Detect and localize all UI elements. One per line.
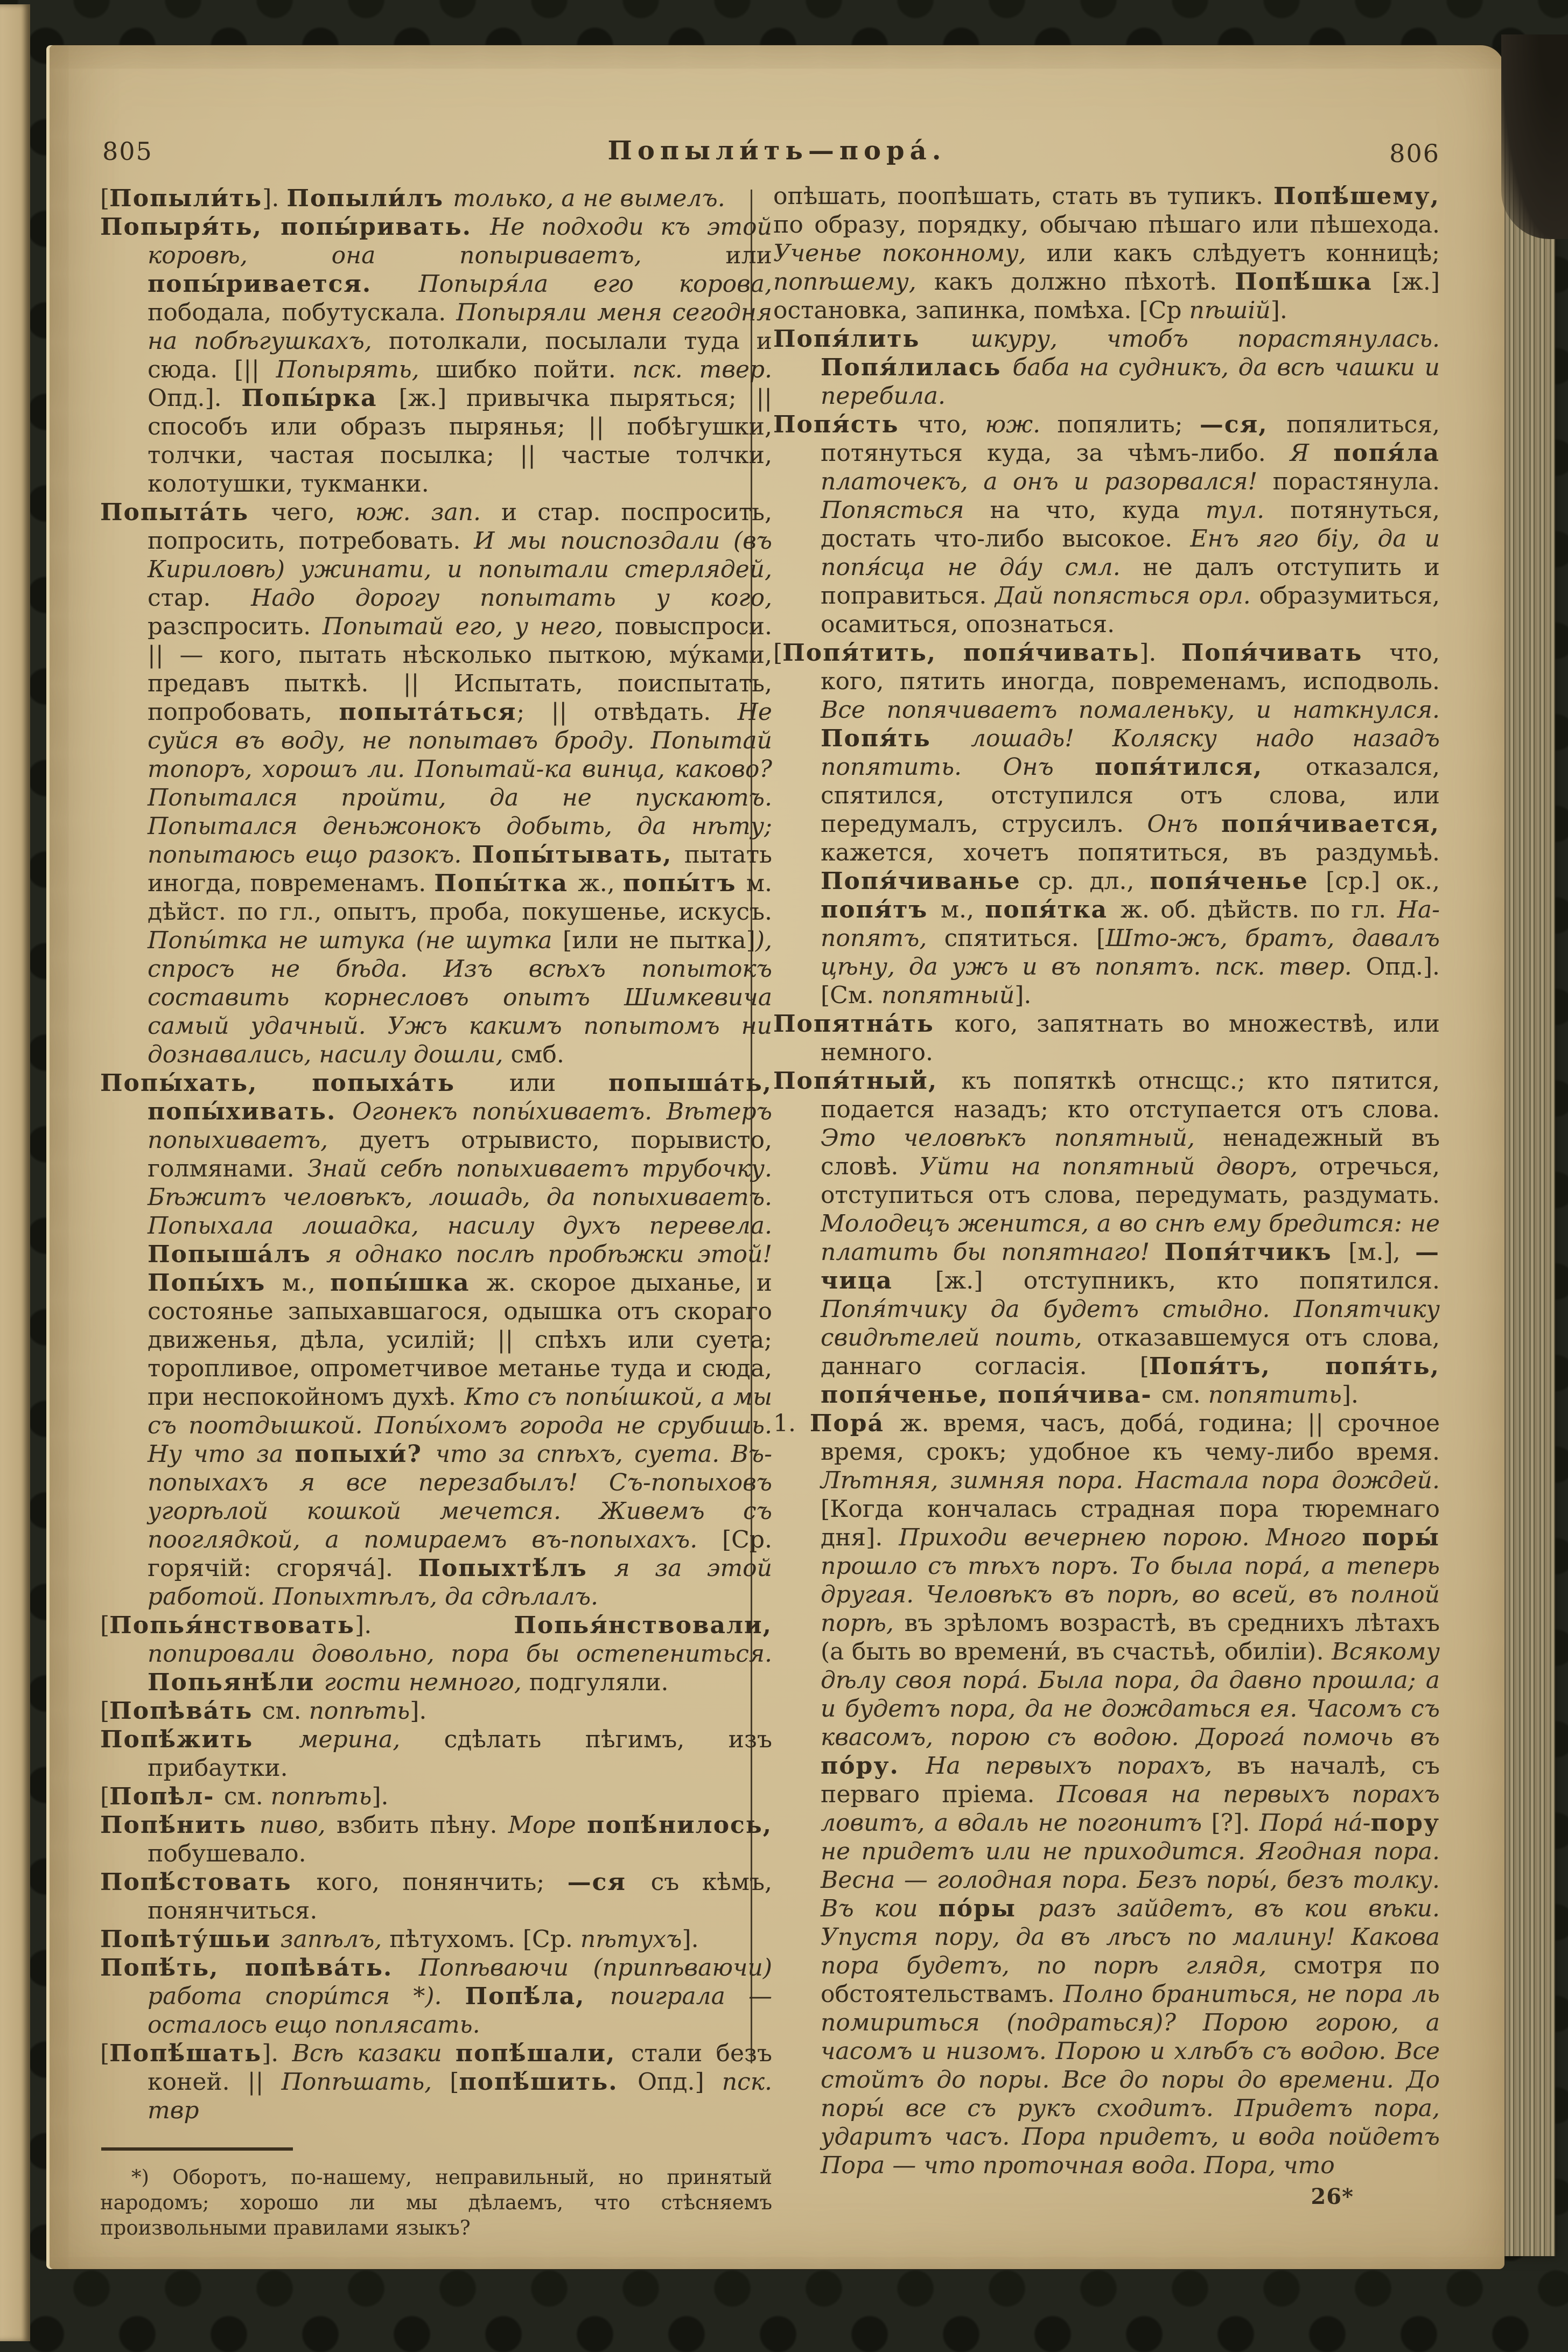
text-run: образумиться, осамиться, опознаться. <box>821 582 1440 638</box>
text-run: къ попяткѣ отнсщс.; кто пятится, подается назадъ; кто отступается отъ слова. <box>821 1067 1440 1123</box>
text-run: побушевало. <box>148 1840 306 1867</box>
text-run: см. <box>1161 1381 1208 1409</box>
text-run: Попыша́лъ <box>148 1241 326 1268</box>
text-run: попя́тился, <box>1095 753 1306 781</box>
text-run: [ <box>100 1612 110 1639</box>
text-run: Попя́тчику да будетъ стыдно. Попятчику свидѣтелей поить, <box>821 1296 1440 1352</box>
text-run: [ <box>100 2040 110 2067</box>
text-run: Попѣл- <box>109 1783 224 1810</box>
text-run: ]. <box>355 1612 514 1639</box>
text-run: Море <box>508 1811 587 1839</box>
text-run: попялиться, потянуться куда, за чѣмъ-либо. <box>821 411 1440 467</box>
text-run: [ж.] остановка, запинка, помѣха. [Ср <box>773 268 1440 324</box>
text-run: Попы́хать, попыха́ть <box>100 1069 509 1097</box>
text-run: опѣшать, поопѣшать, стать въ тупикъ. <box>773 183 1273 210</box>
text-run: [м.], <box>1348 1238 1416 1266</box>
dictionary-entry <box>773 410 1440 639</box>
text-run: Опд.] <box>637 2068 722 2096</box>
text-run: 1. <box>773 1410 810 1437</box>
text-run: Попѣ́нить <box>100 1811 260 1839</box>
text-run: Это человѣкъ попятный, <box>821 1124 1223 1152</box>
dictionary-entry <box>773 1409 1440 2180</box>
text-run: попѣть <box>309 1697 410 1725</box>
text-run: Всякому дѣлу своя пора́. Была пора, да давно прошла; а и будетъ пора, да не дождаться ея. Часомъ съ квасомъ, порою съ водою. Дорога́ помочь въ <box>821 1638 1440 1751</box>
text-run: Попя́тить, попя́чивать <box>782 639 1140 667</box>
text-run: что, <box>918 411 985 438</box>
dictionary-entry <box>100 1925 772 1954</box>
text-run: или какъ слѣдуетъ конницѣ; <box>1046 240 1440 267</box>
text-run: попы́шка <box>330 1269 486 1297</box>
text-run: Опд.]. <box>148 384 242 412</box>
footnote-text <box>100 2165 772 2241</box>
text-run: [Когда кончалась страдная пора тюремнаго дня]. <box>821 1495 1440 1551</box>
text-run: Енъ яго біу, да и попя́сца не да́у смл. <box>821 525 1440 581</box>
text-run: пск. твер. <box>632 356 773 383</box>
text-run: Попырять, <box>276 356 436 383</box>
text-run: Попыряли меня сегодня на побѣгушкахъ, <box>148 299 772 355</box>
text-run: ]. <box>262 2040 292 2067</box>
text-run: [или не пытка] <box>563 927 755 954</box>
text-run: попыша́ть, попы́хивать. <box>148 1069 772 1125</box>
text-run: потолкали, посылали туда и сюда. [|| <box>148 327 772 383</box>
dictionary-entry <box>100 184 772 213</box>
text-run: отречься, отступиться отъ слова, передумать, раздумать. <box>821 1153 1440 1209</box>
text-run: ; || отвѣдать. <box>516 698 738 726</box>
text-run: Попы́тка <box>434 870 578 897</box>
text-run: м., <box>282 1269 331 1297</box>
text-run: пытать иногда, повременамъ. <box>148 841 773 897</box>
text-run: Попѣ́ть, попѣва́ть. <box>100 1954 419 1982</box>
text-run: попѣть <box>270 1783 372 1810</box>
text-run: ж., <box>578 870 623 897</box>
text-run: въ зрѣломъ возрастѣ, въ среднихъ лѣтахъ (а быть во времени́, въ счастьѣ, обиліи). <box>821 1609 1440 1665</box>
text-run: или <box>725 242 772 269</box>
text-run: Попья́нствовали, <box>514 1612 772 1639</box>
text-run: шкуру, чтобъ порастянулась. <box>970 325 1440 353</box>
text-run: ненадежный въ словѣ. <box>821 1124 1440 1180</box>
text-run: м. дѣйст. по гл., опытъ, проба, покушенье, искусъ. <box>148 870 772 926</box>
text-run: отказавшемуся отъ слова, даннаго согласія. [ <box>821 1324 1440 1380</box>
text-run: какъ должно пѣхотѣ. <box>934 268 1235 296</box>
dictionary-entry <box>100 1725 772 1782</box>
text-run: ж. время, часъ, доба́, година; || срочное время, срокъ; удобное къ чему-либо время. <box>821 1410 1440 1466</box>
text-run: ж. об. дѣйств. по гл. <box>1120 896 1397 923</box>
text-run: Попыта́ть <box>100 499 271 526</box>
printer-signature-mark: 26* <box>1311 2184 1354 2209</box>
text-run: пиво, <box>259 1811 337 1839</box>
text-run: Попѣваючи (припѣваючи) работа спори́тся *). <box>148 1954 772 2010</box>
text-run: Ученье поконному, <box>773 240 1047 267</box>
text-run: повыспроси. || — кого, пытать нѣсколько пыткою, му́ками, предавъ пыткѣ. || Испытать, поиспытать, попробовать, <box>148 613 772 726</box>
text-run: —чица <box>821 1238 1440 1294</box>
text-run: [ср.] ок., <box>1326 867 1440 895</box>
text-run: попя́чивается, <box>1221 810 1440 838</box>
text-run: *) Оборотъ, по-нашему, неправильный, но принятый народомъ; хорошо ли мы дѣлаемъ, что стѣсняемъ произвольными правилами языкъ? <box>100 2166 772 2239</box>
text-run: спятиться. [ <box>944 925 1106 952</box>
text-run: лошадь! Коляску надо назадъ попятить. Онъ <box>821 725 1440 781</box>
left-column-entries <box>100 184 772 2125</box>
text-run: Попясться <box>821 496 990 524</box>
text-run: въ началѣ, съ перваго пріема. <box>821 1752 1440 1808</box>
text-run: Огонекъ попы́хиваетъ. Вѣтеръ попыхиваетъ, <box>148 1098 772 1154</box>
text-run: Попѣту́шьи <box>100 1926 281 1953</box>
text-run: Попѣ́стовать <box>100 1868 317 1896</box>
dictionary-entry <box>100 1069 772 1611</box>
text-run: Дай попясться орл. <box>995 582 1259 610</box>
text-run: Попы́хъ <box>148 1269 282 1297</box>
text-run: попировали довольно, пора бы остепениться. <box>148 1640 772 1668</box>
text-run: попялить; <box>1057 411 1200 438</box>
text-run: ср. дл., <box>1038 867 1150 895</box>
text-run: сдѣлать пѣгимъ, изъ прибаутки. <box>148 1726 772 1782</box>
text-run: Попя́ть <box>821 725 971 752</box>
text-run: пск. твр <box>148 2068 772 2124</box>
text-run: попѣ́шали, <box>455 2040 631 2067</box>
text-run: Попѣва́ть <box>109 1697 262 1725</box>
text-run: Не суйся въ воду, не попытавъ броду. Попытай топоръ, хорошъ ли. Попытай-ка винца, каково? Попытался пройти, да не пускаютъ. Попытался деньжонокъ добыть, да нѣту; попытаюсь ещо разокъ. <box>148 698 772 869</box>
dictionary-entry <box>100 1868 772 1925</box>
text-run: гости немного, <box>324 1669 529 1696</box>
text-run: запѣлъ, <box>280 1926 390 1953</box>
text-run: Не подходи къ этой коровѣ, она попыриваетъ, <box>148 213 772 269</box>
text-run: Попя́сть <box>773 411 918 438</box>
text-run: Попѣшать, <box>281 2068 450 2096</box>
text-run: ж. скорое дыханье, и состоянье запыхавшагося, одышка отъ скораго движенья, дѣла, усилій; || спѣхъ или суета; торопливое, опрометчивое метанье туда и сюда, при неспокойномъ духѣ. <box>148 1269 773 1411</box>
text-run: взбить пѣну. <box>337 1811 508 1839</box>
text-run: Знай себѣ попыхиваетъ трубочку. Бѣжитъ человѣкъ, лошадь, да попыхиваетъ. Попыхала лошадка, насилу духъ перевела. <box>148 1155 772 1240</box>
text-run: Кто съ попы́шкой, а мы съ поотдышкой. Попы́хомъ города не срубишь. Ну что за <box>148 1383 772 1468</box>
text-run: Попя́чиванье <box>821 867 1038 895</box>
text-run: ]. <box>410 1697 427 1725</box>
dictionary-entry <box>100 498 772 1069</box>
text-run: платочекъ, а онъ и разорвался! <box>821 468 1273 495</box>
dictionary-entry <box>773 1010 1440 1067</box>
text-run: юж. <box>985 411 1058 438</box>
text-run: по́ру. <box>821 1752 926 1780</box>
text-run: Попя́тный, <box>773 1067 962 1095</box>
text-run: попя́ченье <box>1150 867 1326 895</box>
text-run: Я <box>1290 439 1334 467</box>
text-run: Псовая на первыхъ порахъ ловитъ, а вдаль не погонитъ <box>821 1781 1440 1837</box>
text-run: Попѣ́шему, <box>1273 183 1440 210</box>
text-run: подгуляли. <box>529 1669 669 1696</box>
text-run: только, а не вымелъ. <box>453 185 725 212</box>
text-run: —ся, <box>1199 411 1287 438</box>
text-run: пору <box>1370 1809 1440 1837</box>
text-run: не придетъ или не приходится. Ягодная пора. Весна — голодная пора. Безъ поры́, безъ толку. Въ кои <box>821 1838 1440 1922</box>
text-run: кого, понянчить; <box>316 1868 568 1896</box>
text-run: ]. <box>1139 639 1181 667</box>
text-run: смотря по обстоятельствамъ. <box>821 1952 1440 2008</box>
dictionary-entry <box>100 1782 772 1811</box>
text-run: Попыли́лъ <box>286 185 453 212</box>
text-run: попя́ла <box>1333 439 1440 467</box>
text-run: Попѣ́шка <box>1235 268 1392 296</box>
page-stack-edge <box>1496 59 1555 2256</box>
text-run: что за спѣхъ, суета. Въ-попыхахъ я все перезабылъ! Съ-попыховъ угорѣлой кошкой мечется. Живемъ съ пооглядкой, а помираемъ въ-попыхахъ. <box>148 1440 772 1553</box>
text-run: На первыхъ порахъ, <box>926 1752 1237 1780</box>
text-run: Попя́тъ, попя́ть, попя́ченье, попя́чива- <box>821 1353 1440 1409</box>
text-run: съ кѣмъ, понянчиться. <box>148 1868 772 1924</box>
text-run: шибко пойти. <box>436 356 633 383</box>
dictionary-entry <box>773 325 1440 410</box>
dictionary-entry <box>773 1067 1440 1409</box>
text-run: Опд.]. [См. <box>821 953 1440 1009</box>
text-run: Попѣ́ла, <box>465 1983 610 2010</box>
text-run: попы́ривается. <box>148 270 419 298</box>
page-title: Попыли́ть—пора́. <box>607 136 947 166</box>
previous-page-edge <box>0 4 30 2341</box>
text-run: Попы́тка не штука (не шутка <box>148 927 563 954</box>
text-run: На-попятъ, <box>821 896 1440 952</box>
text-run: [ж.] отступникъ, кто попятился. <box>935 1267 1440 1294</box>
text-run: разъ зайдетъ, въ кои вѣки. Упустя пору, да въ лѣсъ по малину! Какова пора будетъ, по порѣ глядя, <box>821 1895 1440 1979</box>
text-run: [ <box>450 2068 459 2096</box>
text-run: Попы́рка <box>241 384 399 412</box>
page-number-right: 806 <box>1389 139 1440 168</box>
text-run: Лѣтняя, зимняя пора. Настала пора дождей. <box>821 1467 1440 1494</box>
text-run: дуетъ отрывисто, порывисто, голмянами. <box>148 1126 773 1182</box>
text-run: поры́ <box>1362 1524 1440 1551</box>
text-run: попятный <box>881 982 1015 1009</box>
dictionary-entry <box>773 639 1440 1010</box>
text-run: кажется, хочетъ попятиться, въ раздумьѣ. <box>821 839 1440 866</box>
text-run: разспросить. <box>148 613 323 640</box>
text-run: кого, запятнать во множествѣ, или немного. <box>821 1010 1440 1066</box>
text-run: Што-жъ, братъ, давалъ цѣну, да ужъ и въ попятъ. пск. твер. <box>821 925 1440 981</box>
text-run: И мы поиспоздали (въ Кириловѣ) ужинати, и попытали стерлядей, <box>148 527 773 583</box>
text-run: Уйти на попятный дворъ, <box>919 1153 1319 1180</box>
text-run: попѣ́нилось, <box>587 1811 773 1839</box>
text-run: попыта́ться <box>339 698 517 726</box>
footnote-rule <box>101 2147 293 2151</box>
text-run: [ж.] привычка пыряться; || способъ или образъ пырянья; || побѣгушки, толчки, частая посылка; || частые толчки, колотушки, тукманки. <box>148 384 772 498</box>
text-run: ]. <box>682 1926 699 1953</box>
right-column-entries <box>773 182 1440 2180</box>
text-run: см. <box>262 1697 309 1725</box>
text-run: Попы́тывать, <box>472 841 684 869</box>
text-run: попя́тъ <box>821 896 941 923</box>
text-run: Всѣ казаки <box>292 2040 456 2067</box>
text-run: по образу, порядку, обычаю пѣшаго или пѣшехода. <box>773 211 1440 239</box>
text-run: ]. <box>372 1783 389 1810</box>
text-run: Молодецъ женится, а во снѣ ему бредится: не платить бы попятнаго! <box>821 1210 1440 1266</box>
text-run: юж. зап. <box>355 499 501 526</box>
text-run: попѣ́шить. <box>459 2068 638 2096</box>
dictionary-entry <box>100 1811 772 1868</box>
text-run: смб. <box>510 1041 564 1068</box>
text-run: Попятна́ть <box>773 1010 955 1038</box>
text-run: стали безъ коней. || <box>148 2040 772 2096</box>
text-run: отказался, спятился, отступился отъ слова, или передумалъ, струсилъ. <box>821 753 1440 838</box>
text-run: баба на судникъ, да всѣ чашки и перебила. <box>821 354 1440 410</box>
left-column <box>100 184 772 2241</box>
mat-fold-shadow <box>1501 34 1568 239</box>
text-run: Попя́чивать <box>1181 639 1390 667</box>
dictionary-entry <box>100 2039 772 2125</box>
text-run: Попя́лилась <box>821 354 1013 381</box>
text-run: по́ры <box>938 1895 1039 1922</box>
text-run: Попѣ́жить <box>100 1726 299 1753</box>
text-run: что, кого, пятить иногда, повременамъ, исподволь. <box>821 639 1440 695</box>
text-run: попятить <box>1208 1381 1342 1409</box>
text-run: м., <box>940 896 985 923</box>
text-run: пѣтухомъ. [Ср. <box>389 1926 580 1953</box>
text-run: Попя́лить <box>773 325 971 353</box>
text-run: [ <box>100 1783 110 1810</box>
text-run: Пора́ на́- <box>1259 1809 1371 1837</box>
text-run: не далъ отступить и поправиться. <box>821 554 1440 610</box>
right-column <box>773 182 1440 2209</box>
text-run: попы́тъ <box>622 870 746 897</box>
text-run: мерина, <box>298 1726 444 1753</box>
text-run: Попыли́ть <box>109 185 263 212</box>
text-run: я однако послѣ пробѣжки этой! <box>326 1241 772 1268</box>
text-run: Попья́нствовать <box>109 1612 355 1639</box>
text-run: ]. <box>1270 297 1287 324</box>
text-run: —ся <box>567 1868 651 1896</box>
text-run: и стар. поспросить, попросить, потребовать. <box>148 499 772 555</box>
dictionary-entry <box>773 182 1440 325</box>
text-run: Попытай его, у него, <box>322 613 615 640</box>
book-page <box>50 45 1504 2269</box>
dictionary-entry <box>100 1611 772 1697</box>
text-run: тул. <box>1205 496 1291 524</box>
text-run: пободала, побутускала. <box>148 299 457 326</box>
dictionary-entry <box>100 213 772 498</box>
text-run: я за этой работой. Попыхтѣлъ, да сдѣлалъ. <box>148 1555 772 1611</box>
text-run: Попѣ́шать <box>109 2040 262 2067</box>
text-run: Попыря́ла его корова, <box>418 270 772 298</box>
text-run: Попьянѣ́ли <box>148 1669 324 1696</box>
text-run: Приходи вечернею порою. Много <box>899 1524 1362 1551</box>
text-run: [Ср. горячій: сгоряча́]. <box>148 1526 772 1582</box>
text-run: ]. <box>1341 1381 1359 1409</box>
text-run: потянуться, достать что-либо высокое. <box>821 496 1440 552</box>
text-run: попѣшему, <box>773 268 934 296</box>
text-run: [?]. <box>1211 1809 1259 1837</box>
text-run: прошло съ тѣхъ поръ. То была пора́, а теперь другая. Человѣкъ въ порѣ, во всей, въ полной порѣ, <box>821 1552 1440 1637</box>
text-run: или <box>509 1069 608 1097</box>
dictionary-entry <box>100 1697 772 1725</box>
text-run: Пора́ <box>809 1410 900 1437</box>
text-run: поиграла — осталось ещо поплясать. <box>148 1983 772 2039</box>
text-run: порастянула. <box>1272 468 1440 495</box>
text-run: пѣтухъ <box>580 1926 682 1953</box>
text-run: [ <box>100 185 110 212</box>
text-run: попыхи́? <box>295 1440 436 1468</box>
text-run: Полно браниться, не пора ль помириться (подраться)? Порою горою, а часомъ и низомъ. Порою и хлѣбъ съ водою. Все стойтъ до поры. Все до поры до времени. До поры́ все съ рукъ сходитъ. Придетъ пора, ударитъ часъ. Пора придетъ, и вода пойдетъ Пора — что проточная вода. Пора, что <box>821 1980 1440 2179</box>
text-run: см. <box>223 1783 271 1810</box>
text-run: ), спросъ не бѣда. Изъ всѣхъ попытокъ составить корнесловъ опытъ Шимкевича самый удачный. Ужъ какимъ попытомъ ни дознавались, насилу дошли, <box>148 927 772 1068</box>
text-run: Попыря́ть, попы́ривать. <box>100 213 491 241</box>
dictionary-entry <box>100 1954 772 2039</box>
page-number-left: 805 <box>102 137 153 166</box>
text-run: пѣшій <box>1189 297 1271 324</box>
text-run: на что, куда <box>990 496 1206 524</box>
text-run: чего, <box>271 499 355 526</box>
text-run: стар. <box>148 584 251 612</box>
text-run: Надо дорогу попытать у кого, <box>251 584 772 612</box>
text-run: [ <box>100 1697 110 1725</box>
text-run: Онъ <box>1147 810 1221 838</box>
text-run: [ <box>773 639 783 667</box>
text-run: попя́тка <box>985 896 1121 923</box>
page-header <box>50 136 1504 176</box>
text-run: Попыхтѣ́лъ <box>418 1555 614 1582</box>
text-run: Попя́тчикъ <box>1164 1238 1349 1266</box>
text-run: ]. <box>1014 982 1032 1009</box>
text-run: Все попячиваетъ помаленьку, и наткнулся. <box>821 696 1440 724</box>
text-run: ]. <box>262 185 287 212</box>
